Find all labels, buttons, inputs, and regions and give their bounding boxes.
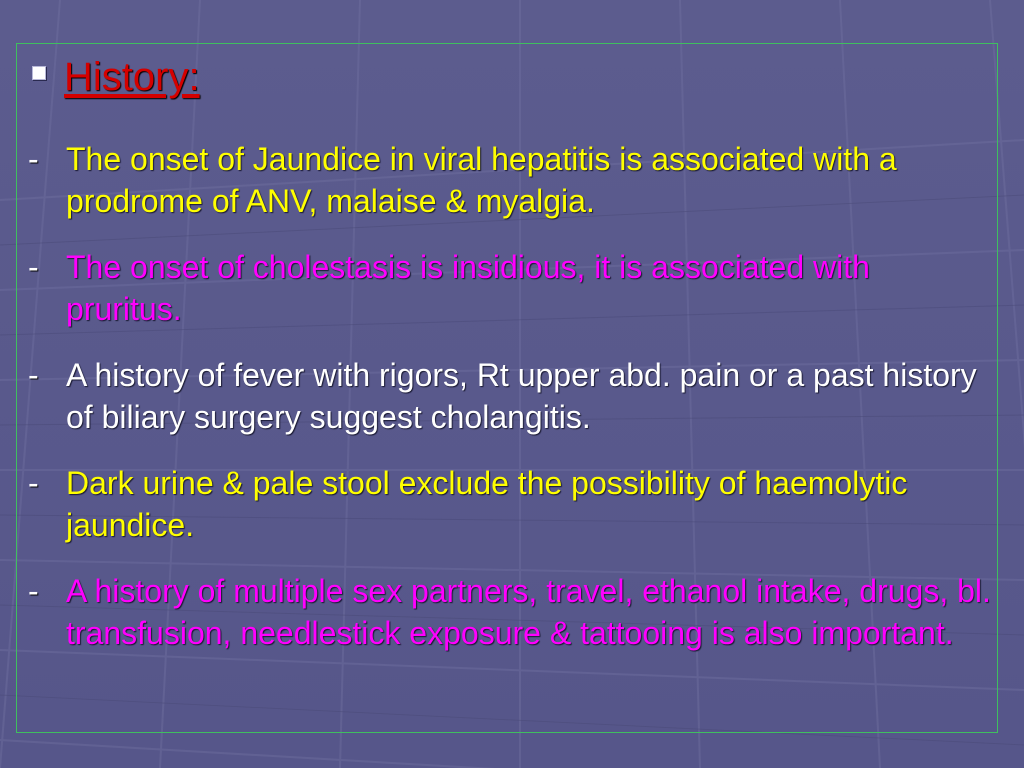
item-text: A history of fever with rigors, Rt upper abd. pain or a past history of biliary surgery suggest cholangitis.: [66, 357, 977, 435]
bullet-list: [28, 138, 994, 678]
list-item: [28, 246, 994, 330]
dash-marker: -: [28, 141, 39, 177]
list-item: [28, 570, 994, 654]
square-bullet-icon: [32, 66, 46, 80]
dash-marker: -: [28, 573, 39, 609]
list-item: [28, 138, 994, 222]
dash-marker: -: [28, 249, 39, 285]
item-text: Dark urine & pale stool exclude the possibility of haemolytic jaundice.: [66, 465, 908, 543]
dash-marker: -: [28, 357, 39, 393]
heading-row: [32, 55, 200, 105]
list-item: [28, 462, 994, 546]
item-text: A history of multiple sex partners, travel, ethanol intake, drugs, bl. transfusion, needlestick exposure & tattooing is also important.: [66, 573, 991, 651]
item-text: The onset of cholestasis is insidious, it is associated with pruritus.: [66, 249, 870, 327]
slide-heading: History:: [64, 55, 200, 99]
item-text: The onset of Jaundice in viral hepatitis is associated with a prodrome of ANV, malaise & myalgia.: [66, 141, 897, 219]
list-item: [28, 354, 994, 438]
dash-marker: -: [28, 465, 39, 501]
